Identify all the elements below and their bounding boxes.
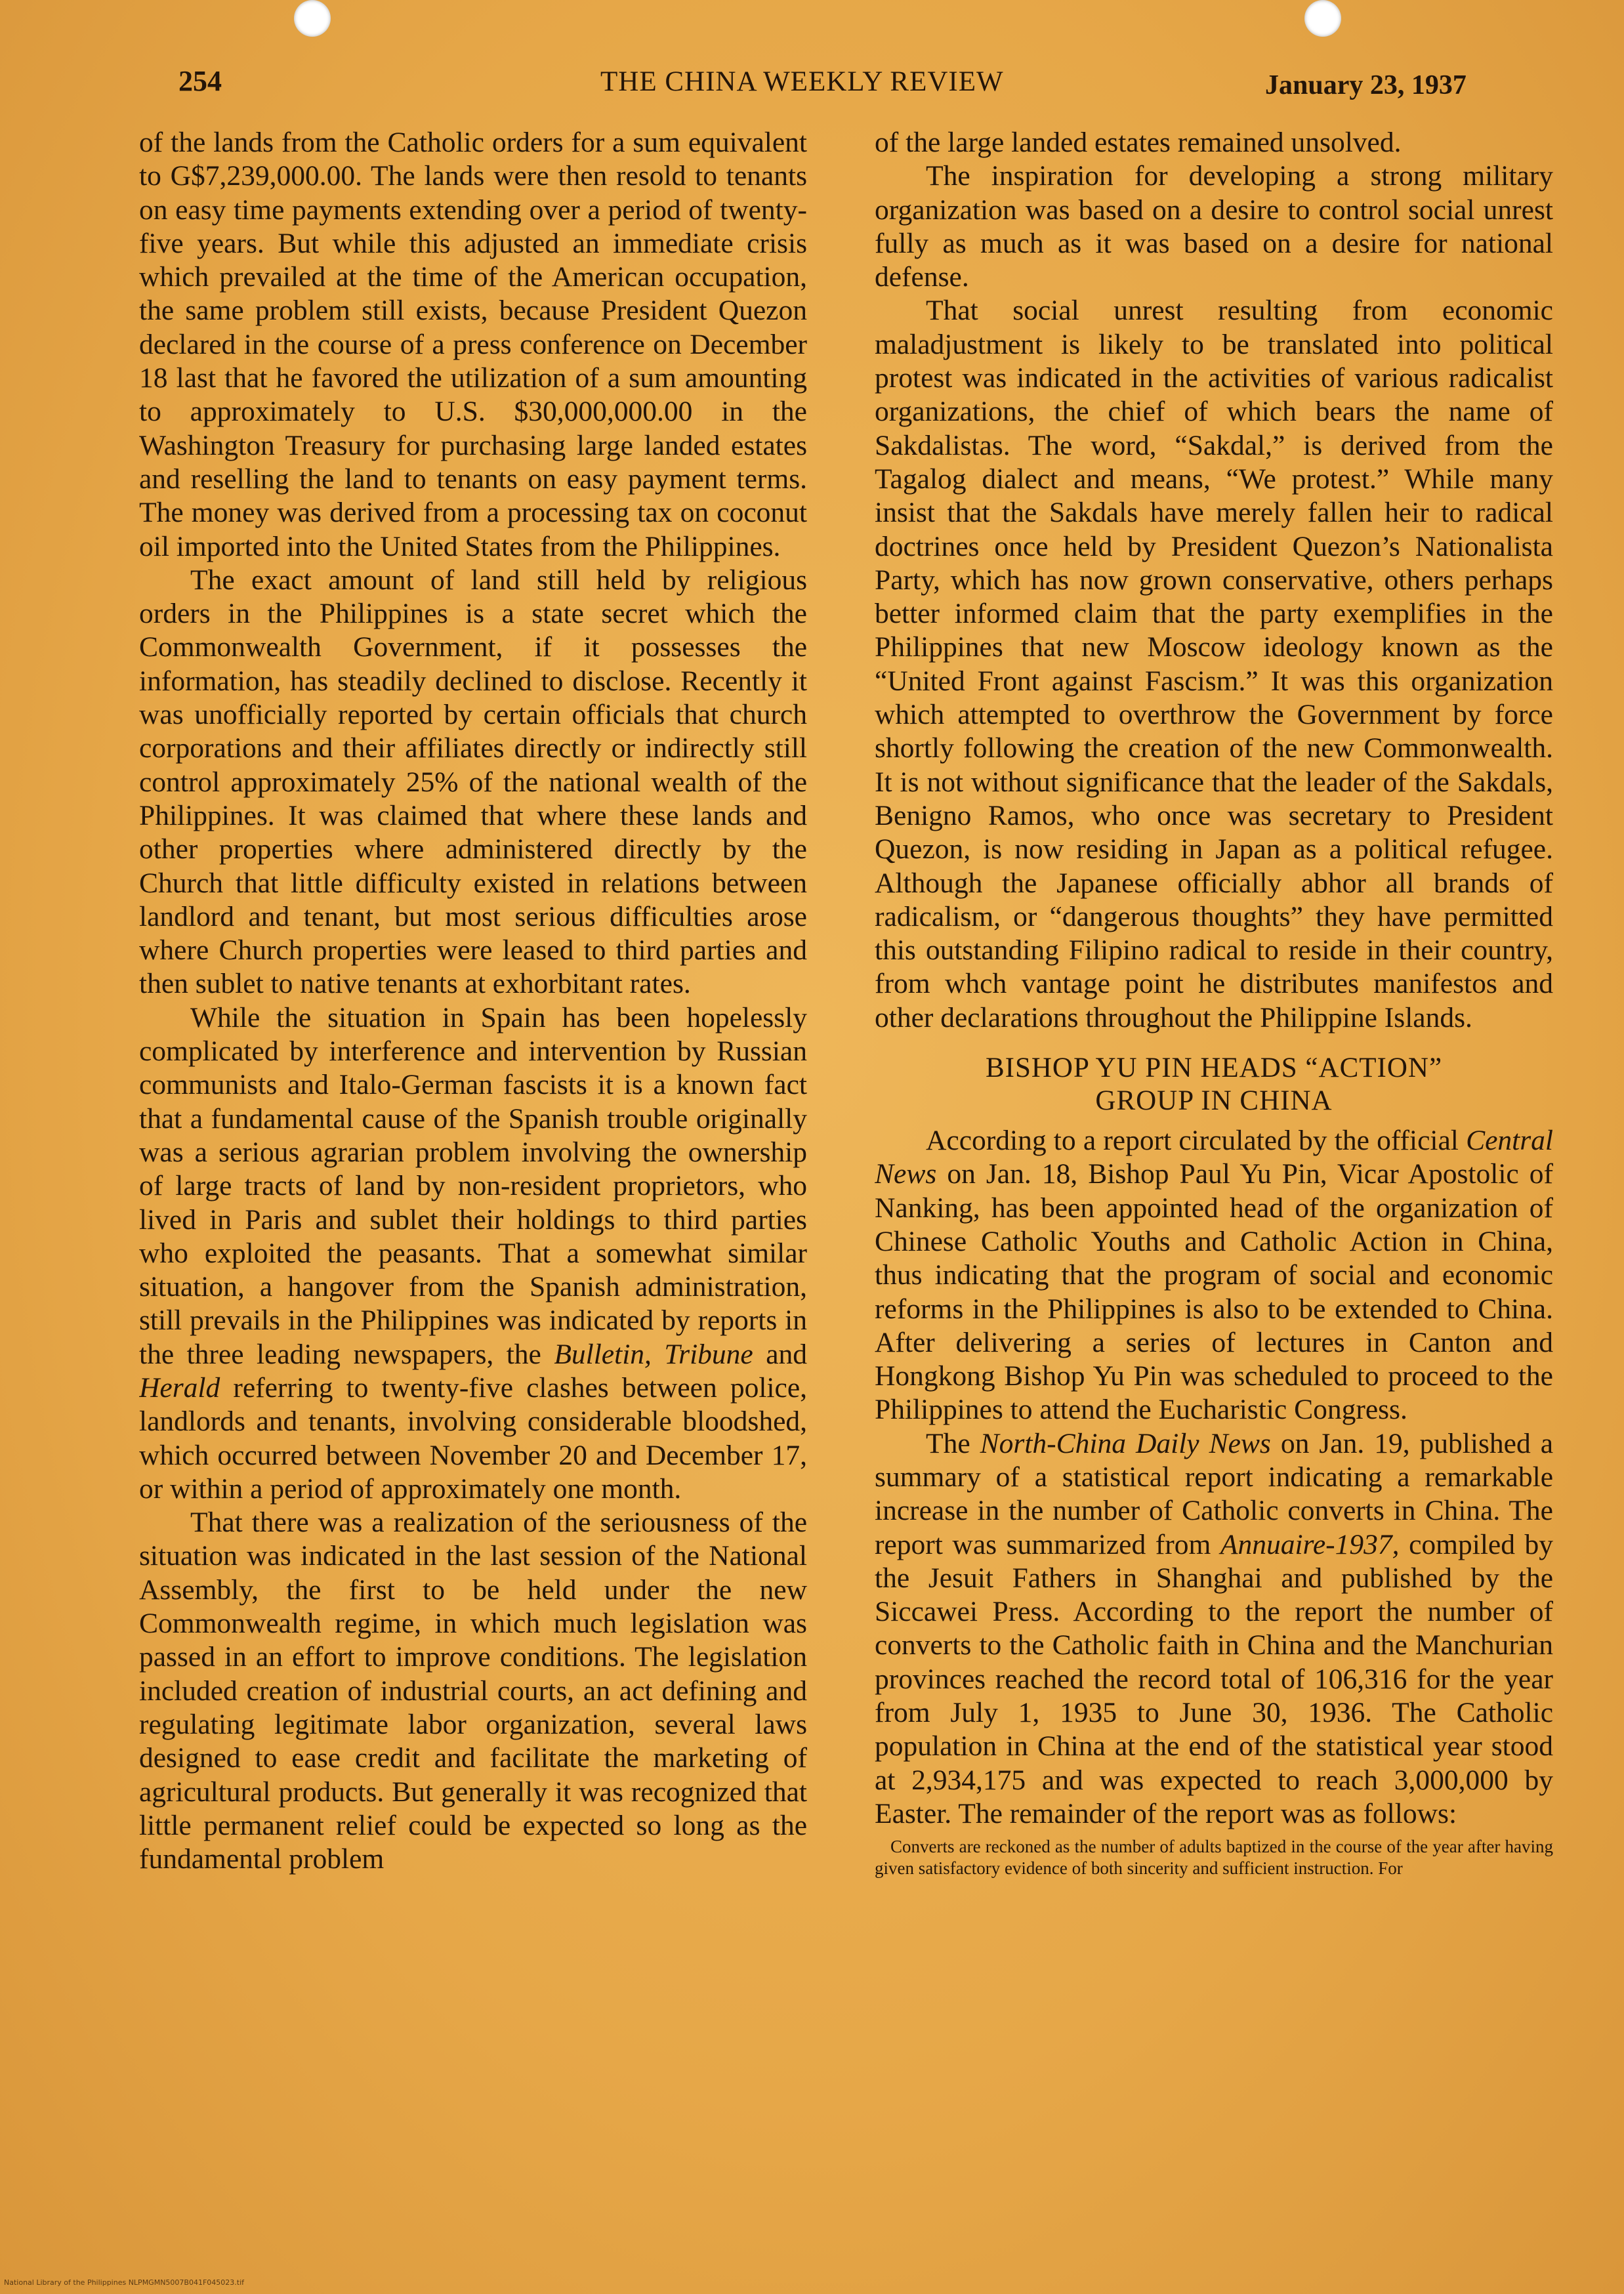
archive-stamp: National Library of the Philippines NLPMGMN5007B041F045023.tif — [4, 2278, 245, 2287]
publication-name: Annuaire-1937, — [1220, 1528, 1400, 1560]
quoted-excerpt: Converts are reckoned as the number of adults baptized in the course of the year after having given satisfactory evidence of both sincerity and sufficient instruction. For — [875, 1837, 1553, 1879]
issue-date: January 23, 1937 — [1265, 70, 1467, 100]
paragraph-text: The — [926, 1427, 970, 1459]
paragraph-text: on Jan. 19, published a summary of a statistical report indicating a remarkable increase in the number of Catholic converts in China. The report was summarized from — [875, 1427, 1553, 1560]
punch-hole — [294, 0, 331, 37]
paragraph-text: compiled by the Jesuit Fathers in Shanghai and published by the Siccawei Press. According to the report the number of converts to the Catholic faith in China and the Manchurian provinces reached the record total of 106,316 for the year from July 1, 1935 to June 30, 1936. The Catholic population in China at the end of the statistical year stood at 2,934,175 and was expected to reach 3,000,000 by Easter. The remainder of the report was as follows: — [875, 1528, 1553, 1829]
newspaper-name: Bulletin, — [554, 1338, 652, 1370]
paragraph-text: on Jan. 18, Bishop Paul Yu Pin, Vicar Apostolic of Nanking, has been appointed head of the organization of Chinese Catholic Youths and Catholic Action in China, thus indicating that the program of social and economic reforms in the Philippines is also to be extended to China. After delivering a series of lectures in Canton and Hongkong Bishop Yu Pin was scheduled to proceed to the Philippines to attend the Eucharistic Congress. — [875, 1158, 1553, 1426]
page-header — [0, 64, 1624, 117]
headline-line: BISHOP YU PIN HEADS “ACTION” — [985, 1053, 1443, 1084]
right-column — [875, 126, 1553, 2193]
page-number: 254 — [178, 65, 222, 97]
paragraph: That there was a realization of the seriousness of the situation was indicated in the last session of the National Assembly, the first to be held under the new Commonwealth regime, in which much legislation was passed in an effort to improve conditions. The legislation included creation of industrial courts, an act defining and regulating legitimate labor organization, several laws designed to ease credit and facilitate the marketing of agricultural products. But generally it was recognized that little permanent relief could be expected so long as the fundamental problem — [139, 1507, 807, 1875]
paragraph — [875, 1427, 1553, 1831]
publication-title: THE CHINA WEEKLY REVIEW — [600, 66, 1004, 97]
newspaper-name: North-China Daily News — [980, 1427, 1271, 1459]
paragraph: The inspiration for developing a strong military organization was based on a desire to control social unrest fully as much as it was based on a desire for national defense. — [875, 160, 1553, 293]
punch-hole — [1304, 0, 1341, 37]
paragraph: The exact amount of land still held by religious orders in the Philippines is a state secret which the Commonwealth Government, if it possesses the information, has steadily declined to disclose. Recently it was unofficially reported by certain officials that church corporations and their affiliates directly or indirectly still control approximately 25% of the national wealth of the Philippines. It was claimed that where these lands and other properties where administered directly by the Church that little difficulty existed in relations between landlord and tenant, but most serious difficulties arose where Church properties were leased to third parties and then sublet to native tenants at exhorbitant rates. — [139, 564, 807, 1000]
article-headline — [875, 1052, 1553, 1117]
paragraph-text: referring to twenty-five clashes between police, landlords and tenants, involving considerable bloodshed, which occurred between November 20 and December 17, or within a period of approximately one month. — [139, 1371, 807, 1505]
paragraph: of the lands from the Catholic orders for a sum equivalent to G$7,239,000.00. The lands were then resold to tenants on easy time payments extending over a period of twenty-five years. But while this adjusted an immediate crisis which prevailed at the time of the American occupation, the same problem still exists, because President Quezon declared in the course of a press conference on December 18 last that he favored the utilization of a sum amounting to approximately to U.S. $30,000,000.00 in the Washington Treasury for purchasing large landed estates and reselling the land to tenants on easy payment terms. The money was derived from a processing tax on coconut oil imported into the United States from the Philippines. — [139, 127, 807, 562]
left-column — [139, 126, 807, 2193]
paragraph — [875, 1124, 1553, 1427]
news-agency-name: Central News — [875, 1125, 1553, 1190]
paragraph — [139, 1001, 807, 1506]
headline-line: GROUP IN CHINA — [1095, 1085, 1333, 1117]
paragraph-text: While the situation in Spain has been hopelessly complicated by interference and intervention by Russian communists and Italo-German fascists it is a known fact that a fundamental cause of the Spanish trouble originally was a serious agrarian problem involving the ownership of large tracts of land by non-resident proprietors, who lived in Paris and sublet their holdings to third parties who exploited the peasants. That a somewhat similar situation, a hangover from the Spanish administration, still prevails in the Philippines was indicated by reports in the three leading newspapers, the — [139, 1001, 807, 1370]
paragraph: of the large landed estates remained unsolved. — [875, 127, 1402, 158]
newspaper-name: Herald — [139, 1371, 220, 1404]
paragraph-text: and — [766, 1338, 807, 1370]
paragraph: That social unrest resulting from economic maladjustment is likely to be translated into political protest was indicated in the activities of various radicalist organizations, the chief of which bears the name of Sakdalistas. The word, “Sakdal,” is derived from the Tagalog dialect and means, “We protest.” While many insist that the Sakdals have merely fallen heir to radical doctrines once held by President Quezon’s Nationalista Party, which has now grown conservative, others perhaps better informed claim that the party exemplifies in the Philippines that new Moscow ideology known as the “United Front against Fascism.” It was this organization which attempted to overthrow the Government by force shortly following the creation of the new Commonwealth. It is not without significance that the leader of the Sakdals, Benigno Ramos, who once was secretary to President Quezon, is now residing in Japan as a political refugee. Although the Japanese officially abhor all brands of radicalism, or “dangerous thoughts” they have permitted this outstanding Filipino radical to reside in their country, from whch vantage point he distributes manifestos and other declarations throughout the Philippine Islands. — [875, 295, 1553, 1033]
paragraph-text: According to a report circulated by the official — [926, 1125, 1459, 1157]
newspaper-name: Tribune — [664, 1338, 753, 1370]
